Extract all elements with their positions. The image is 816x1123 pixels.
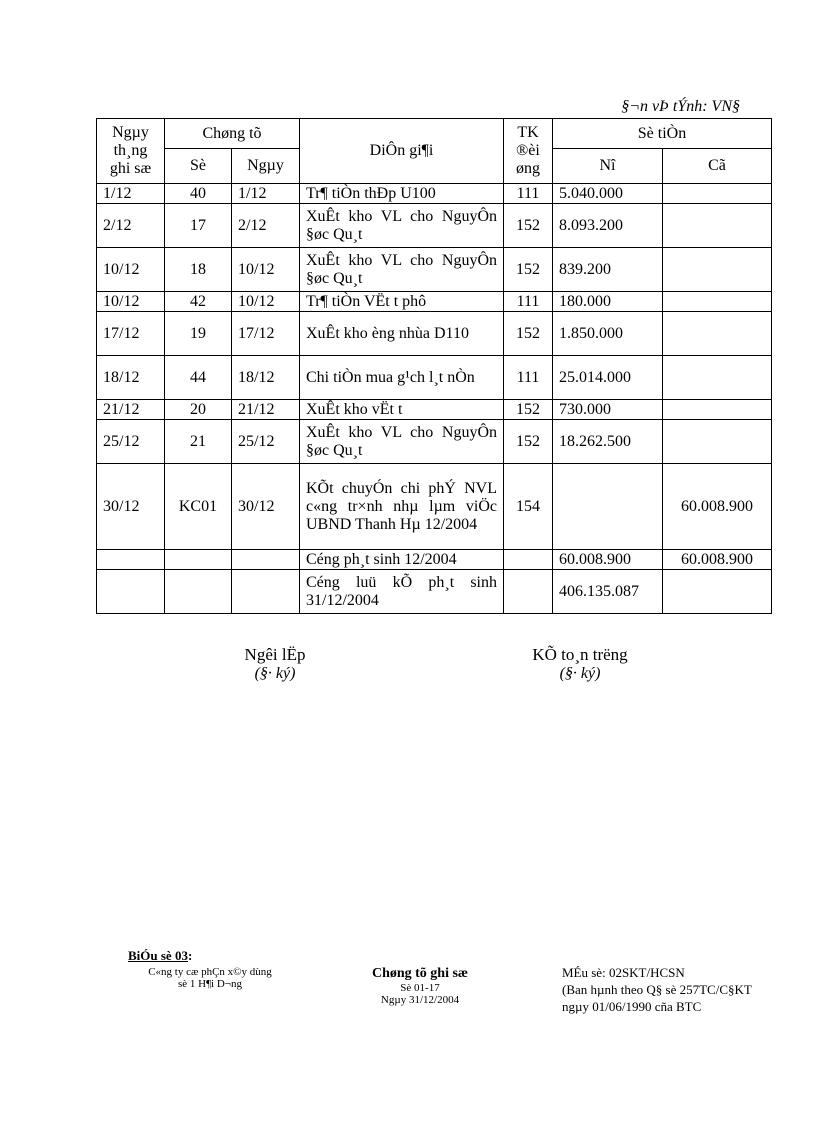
cell-record-date: 10/12 xyxy=(97,248,165,292)
voucher-date: Ngµy 31/12/2004 xyxy=(380,994,460,1006)
header-record-date: Ngµy th¸ng ghi sæ xyxy=(97,119,165,184)
form-code: MÉu sè: 02SKT/HCSN xyxy=(562,965,685,980)
cell-description: XuÊt kho VL cho NguyÔn §øc Qu¸t xyxy=(300,204,504,248)
cell-contra-account: 111 xyxy=(504,292,553,312)
cell-voucher-date: 1/12 xyxy=(232,184,300,204)
cell-voucher-number: 19 xyxy=(165,312,232,356)
currency-unit-note: §¬n vÞ tÝnh: VN§ xyxy=(621,98,740,115)
cell-record-date: 30/12 xyxy=(97,464,165,550)
cell-credit: 60.008.900 xyxy=(663,464,772,550)
maker-signed-note: (§· ký) xyxy=(254,665,296,682)
table-row xyxy=(97,570,772,614)
cell-voucher-date: 10/12 xyxy=(232,248,300,292)
company-number: sè 1 H¶i D¬ng xyxy=(177,978,243,990)
header-contra-account: TK ®èi øng xyxy=(504,119,553,184)
table-row xyxy=(97,292,772,312)
cell-record-date: 17/12 xyxy=(97,312,165,356)
table-row xyxy=(97,248,772,292)
cell-voucher-number xyxy=(165,550,232,570)
cell-debit: 406.135.087 xyxy=(553,570,663,614)
voucher-title: Chøng tõ ghi sæ xyxy=(371,966,469,981)
cell-debit xyxy=(553,464,663,550)
cell-record-date xyxy=(97,570,165,614)
header-voucher-date: Ngµy xyxy=(232,149,300,184)
cell-voucher-date: 18/12 xyxy=(232,356,300,400)
company-name: C«ng ty cæ phÇn x©y dùng xyxy=(148,966,272,978)
cell-description: XuÊt kho VL cho NguyÔn §øc Qu¸t xyxy=(300,248,504,292)
cell-voucher-date: 2/12 xyxy=(232,204,300,248)
cell-debit: 25.014.000 xyxy=(553,356,663,400)
cell-description: Tr¶ tiÒn thÐp U100 xyxy=(300,184,504,204)
decision-ref: (Ban hµnh theo Q§ sè 257TC/C§KT xyxy=(562,982,752,997)
cell-credit xyxy=(663,570,772,614)
cell-description: XuÊt kho vËt t xyxy=(300,400,504,420)
header-description: DiÔn gi¶i xyxy=(300,119,504,184)
cell-voucher-date: 25/12 xyxy=(232,420,300,464)
cell-record-date: 25/12 xyxy=(97,420,165,464)
voucher-ledger-table xyxy=(96,118,772,614)
header-debit: Nî xyxy=(553,149,663,184)
cell-voucher-number: 42 xyxy=(165,292,232,312)
cell-voucher-number: 17 xyxy=(165,204,232,248)
cell-voucher-date: 30/12 xyxy=(232,464,300,550)
table-row xyxy=(97,312,772,356)
cell-voucher-date xyxy=(232,570,300,614)
cell-contra-account: 152 xyxy=(504,248,553,292)
cell-credit xyxy=(663,292,772,312)
cell-credit xyxy=(663,400,772,420)
voucher-block xyxy=(350,966,490,1006)
cell-description: Céng ph¸t sinh 12/2004 xyxy=(300,550,504,570)
cell-description: Tr¶ tiÒn VËt t phô xyxy=(300,292,504,312)
cell-contra-account xyxy=(504,570,553,614)
cell-description: Chi tiÒn mua g¹ch l¸t nÒn xyxy=(300,356,504,400)
chief-accountant-signature xyxy=(500,645,660,683)
cell-voucher-number: 18 xyxy=(165,248,232,292)
form-code-block xyxy=(562,964,802,1015)
chief-accountant-title: KÕ to¸n trëng xyxy=(532,645,628,664)
cell-contra-account: 152 xyxy=(504,400,553,420)
maker-signature xyxy=(200,645,350,683)
cell-record-date: 10/12 xyxy=(97,292,165,312)
cell-credit xyxy=(663,356,772,400)
cell-record-date xyxy=(97,550,165,570)
cell-record-date: 21/12 xyxy=(97,400,165,420)
cell-description: KÕt chuyÓn chi phÝ NVL c«ng tr×nh nhµ lµm viÖc UBND Thanh Hµ 12/2004 xyxy=(300,464,504,550)
cell-record-date: 18/12 xyxy=(97,356,165,400)
cell-debit: 1.850.000 xyxy=(553,312,663,356)
cell-description: XuÊt kho VL cho NguyÔn §øc Qu¸t xyxy=(300,420,504,464)
form-label xyxy=(128,948,192,964)
cell-debit: 60.008.900 xyxy=(553,550,663,570)
cell-credit xyxy=(663,420,772,464)
form-label-text: BiÓu sè 03 xyxy=(128,948,188,963)
table-row xyxy=(97,400,772,420)
cell-debit: 730.000 xyxy=(553,400,663,420)
cell-voucher-number: 20 xyxy=(165,400,232,420)
cell-voucher-date: 17/12 xyxy=(232,312,300,356)
cell-voucher-number: 44 xyxy=(165,356,232,400)
cell-credit xyxy=(663,204,772,248)
header-voucher: Chøng tõ xyxy=(165,119,300,149)
cell-voucher-number: 21 xyxy=(165,420,232,464)
header-voucher-number: Sè xyxy=(165,149,232,184)
cell-voucher-date xyxy=(232,550,300,570)
header-amount: Sè tiÒn xyxy=(553,119,772,149)
cell-debit: 180.000 xyxy=(553,292,663,312)
cell-description: Céng luü kÕ ph¸t sinh 31/12/2004 xyxy=(300,570,504,614)
cell-debit: 18.262.500 xyxy=(553,420,663,464)
cell-contra-account: 152 xyxy=(504,204,553,248)
company-block xyxy=(120,966,300,990)
cell-credit: 60.008.900 xyxy=(663,550,772,570)
cell-credit xyxy=(663,248,772,292)
cell-debit: 839.200 xyxy=(553,248,663,292)
cell-contra-account: 154 xyxy=(504,464,553,550)
cell-contra-account: 152 xyxy=(504,312,553,356)
cell-contra-account xyxy=(504,550,553,570)
table-row xyxy=(97,420,772,464)
cell-voucher-number: 40 xyxy=(165,184,232,204)
cell-voucher-date: 21/12 xyxy=(232,400,300,420)
table-row xyxy=(97,184,772,204)
cell-voucher-number: KC01 xyxy=(165,464,232,550)
form-label-colon: : xyxy=(187,948,193,963)
decision-date: ngµy 01/06/1990 cña BTC xyxy=(562,999,702,1014)
header-credit: Cã xyxy=(663,149,772,184)
cell-credit xyxy=(663,184,772,204)
maker-title: Ngêi lËp xyxy=(244,645,306,664)
cell-debit: 8.093.200 xyxy=(553,204,663,248)
cell-description: XuÊt kho èng nhùa D110 xyxy=(300,312,504,356)
cell-credit xyxy=(663,312,772,356)
table-row xyxy=(97,204,772,248)
cell-record-date: 2/12 xyxy=(97,204,165,248)
table-row xyxy=(97,550,772,570)
table-row xyxy=(97,356,772,400)
cell-record-date: 1/12 xyxy=(97,184,165,204)
cell-voucher-date: 10/12 xyxy=(232,292,300,312)
cell-contra-account: 111 xyxy=(504,356,553,400)
voucher-number: Sè 01-17 xyxy=(400,982,440,994)
chief-accountant-signed-note: (§· ký) xyxy=(559,665,601,682)
table-row xyxy=(97,464,772,550)
cell-voucher-number xyxy=(165,570,232,614)
cell-contra-account: 152 xyxy=(504,420,553,464)
cell-debit: 5.040.000 xyxy=(553,184,663,204)
cell-contra-account: 111 xyxy=(504,184,553,204)
